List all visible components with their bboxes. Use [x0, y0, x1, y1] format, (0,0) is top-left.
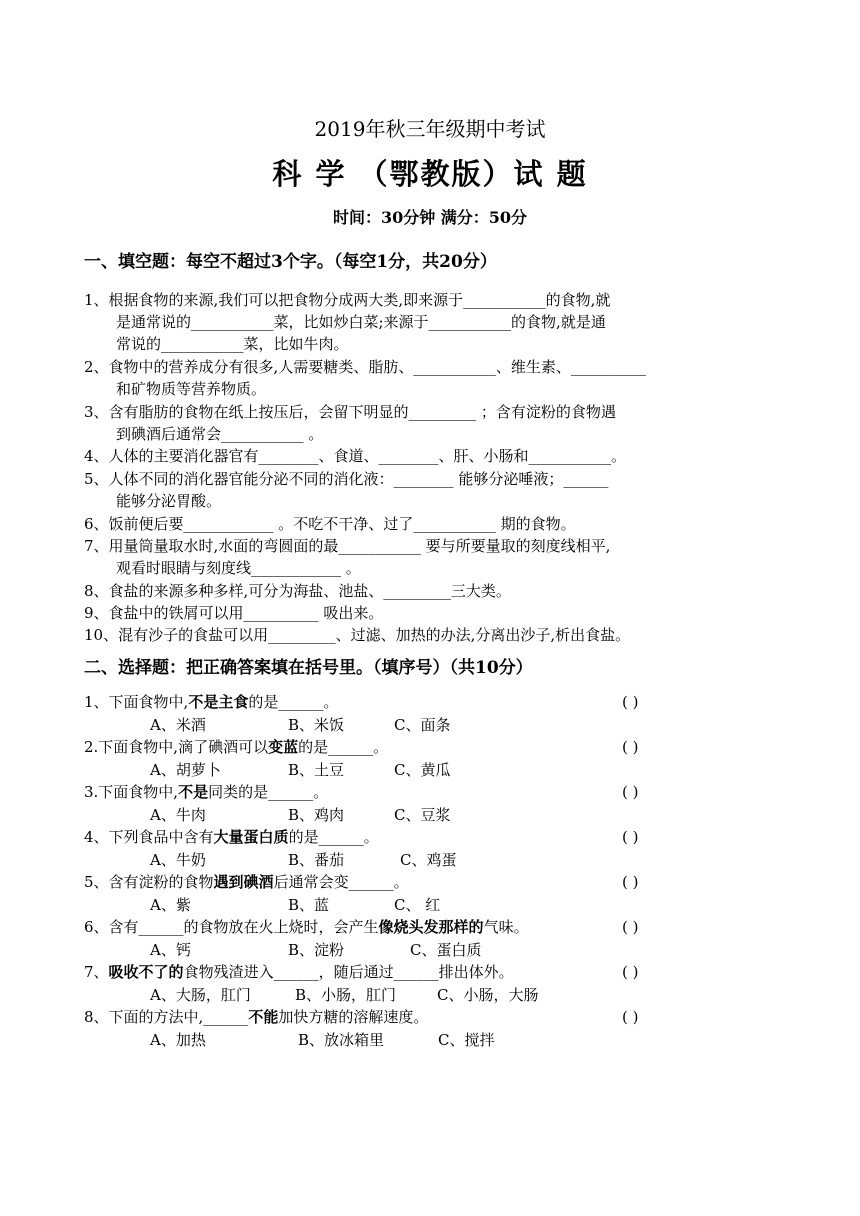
option-a: A、牛奶	[150, 851, 206, 869]
option-a: A、加热	[150, 1031, 206, 1049]
question-text: 1、下面食物中,	[84, 693, 189, 711]
option-b: B、土豆	[288, 761, 345, 779]
question-emphasis: 不是	[178, 783, 209, 801]
option-c: C、 红	[394, 896, 441, 914]
question-text: 的是______。	[288, 828, 379, 846]
fill-line: 常说的___________菜，比如牛肉。	[116, 335, 349, 353]
question-text: 6、含有______的食物放在火上烧时，会产生	[84, 918, 379, 936]
question-emphasis: 变蓝	[268, 738, 299, 756]
question-text: 食物残渣进入______，随后通过______排出体外。	[183, 963, 514, 981]
option-a: A、牛肉	[150, 806, 206, 824]
question-text: 气味。	[483, 918, 529, 936]
option-c: C、豆浆	[394, 806, 451, 824]
question-emphasis: 不是主食	[188, 693, 249, 711]
option-b: B、番茄	[288, 851, 345, 869]
option-a: A、大肠，肛门	[150, 986, 251, 1004]
fill-line: 和矿物质等营养物质。	[116, 380, 267, 398]
choice-question	[84, 917, 529, 937]
fill-line: 9、食盐中的铁屑可以用__________ 吸出来。	[84, 604, 384, 622]
answer-bracket: ( )	[622, 828, 639, 846]
question-emphasis: 像烧头发那样的	[378, 918, 484, 936]
fill-line: 到碘酒后通常会___________ 。	[116, 425, 324, 443]
option-a: A、米酒	[150, 716, 206, 734]
question-text: 4、下列食品中含有	[84, 828, 214, 846]
answer-bracket: ( )	[622, 918, 639, 936]
question-emphasis: 吸收不了的	[108, 963, 184, 981]
option-c: C、小肠，大肠	[437, 986, 539, 1004]
option-a: A、胡萝卜	[150, 761, 221, 779]
fill-line: 1、根据食物的来源,我们可以把食物分成两大类,即来源于___________的食物,就	[84, 291, 611, 309]
section2-heading: 二、选择题：把正确答案填在括号里。（填序号）（共10分）	[84, 658, 533, 678]
answer-bracket: ( )	[622, 963, 639, 981]
option-a: A、钙	[150, 941, 191, 959]
question-text: 7、	[84, 963, 109, 981]
choice-options	[150, 1030, 494, 1050]
time-score-info: 时间：30分钟 满分：50分	[332, 208, 528, 227]
answer-bracket: ( )	[622, 738, 639, 756]
fill-line: 6、饭前便后要____________ 。不吃不干净、过了___________ 期的食物。	[84, 515, 576, 533]
option-b: B、蓝	[288, 896, 330, 914]
question-text: 后通常会变______。	[273, 873, 409, 891]
answer-bracket: ( )	[622, 873, 639, 891]
choice-question	[84, 827, 379, 847]
choice-options	[150, 760, 450, 780]
choice-options	[150, 715, 450, 735]
option-b: B、小肠，肛门	[295, 986, 397, 1004]
question-emphasis: 不能	[248, 1008, 279, 1026]
option-c: C、鸡蛋	[400, 851, 457, 869]
fill-line: 4、人体的主要消化器官有________、食道、________、肝、小肠和___________。	[84, 447, 627, 465]
option-a: A、紫	[150, 896, 191, 914]
answer-bracket: ( )	[622, 693, 639, 711]
fill-line: 能够分泌胃酸。	[116, 492, 222, 510]
subject-title: 科 学 （鄂教版）试 题	[272, 157, 588, 191]
option-b: B、米饭	[288, 716, 345, 734]
question-emphasis: 遇到碘酒	[213, 873, 274, 891]
choice-options	[150, 805, 450, 825]
choice-question	[84, 692, 338, 712]
fill-line: 8、食盐的来源多种多样,可分为海盐、池盐、_________三大类。	[84, 582, 511, 600]
option-c: C、蛋白质	[410, 941, 482, 959]
option-b: B、放冰箱里	[298, 1031, 385, 1049]
option-c: C、面条	[394, 716, 451, 734]
section1-heading: 一、填空题：每空不超过3个字。（每空1分，共20分）	[84, 252, 497, 272]
option-c: C、黄瓜	[394, 761, 451, 779]
choice-question	[84, 962, 514, 982]
choice-options	[150, 850, 456, 870]
fill-line: 2、食物中的营养成分有很多,人需要糖类、脂肪、___________、维生素、__________	[84, 358, 646, 376]
question-text: 同类的是______。	[208, 783, 329, 801]
choice-options	[150, 985, 538, 1005]
fill-line: 观看时眼睛与刻度线____________ 。	[116, 559, 361, 577]
fill-line: 7、用量筒量取水时,水面的弯圆面的最___________ 要与所要量取的刻度线相平,	[84, 537, 611, 555]
question-text: 2.下面食物中,滴了碘酒可以	[84, 738, 269, 756]
answer-bracket: ( )	[622, 783, 639, 801]
option-c: C、搅拌	[438, 1031, 495, 1049]
fill-line: 是通常说的___________菜，比如炒白菜;来源于___________的食物,就是通	[116, 313, 606, 331]
choice-options	[150, 895, 440, 915]
question-text: 加快方糖的溶解速度。	[278, 1008, 429, 1026]
fill-line: 10、混有沙子的食盐可以用_________、过滤、加热的办法,分离出沙子,析出食盐。	[84, 626, 631, 644]
choice-question	[84, 1007, 428, 1027]
choice-options	[150, 940, 481, 960]
option-b: B、淀粉	[288, 941, 345, 959]
question-text: 的是______。	[298, 738, 389, 756]
choice-question	[84, 872, 409, 892]
choice-question	[84, 782, 328, 802]
fill-line: 5、人体不同的消化器官能分泌不同的消化液：________ 能够分泌唾液；______	[84, 470, 609, 488]
fill-line: 3、含有脂肪的食物在纸上按压后，会留下明显的_________ ；含有淀粉的食物遇	[84, 403, 616, 421]
question-text: 的是______。	[248, 693, 339, 711]
question-emphasis: 大量蛋白质	[213, 828, 289, 846]
answer-bracket: ( )	[622, 1008, 639, 1026]
option-b: B、鸡肉	[288, 806, 345, 824]
question-text: 8、下面的方法中,______	[84, 1008, 249, 1026]
question-text: 3.下面食物中,	[84, 783, 179, 801]
question-text: 5、含有淀粉的食物	[84, 873, 214, 891]
exam-title: 2019年秋三年级期中考试	[314, 117, 546, 141]
choice-question	[84, 737, 388, 757]
